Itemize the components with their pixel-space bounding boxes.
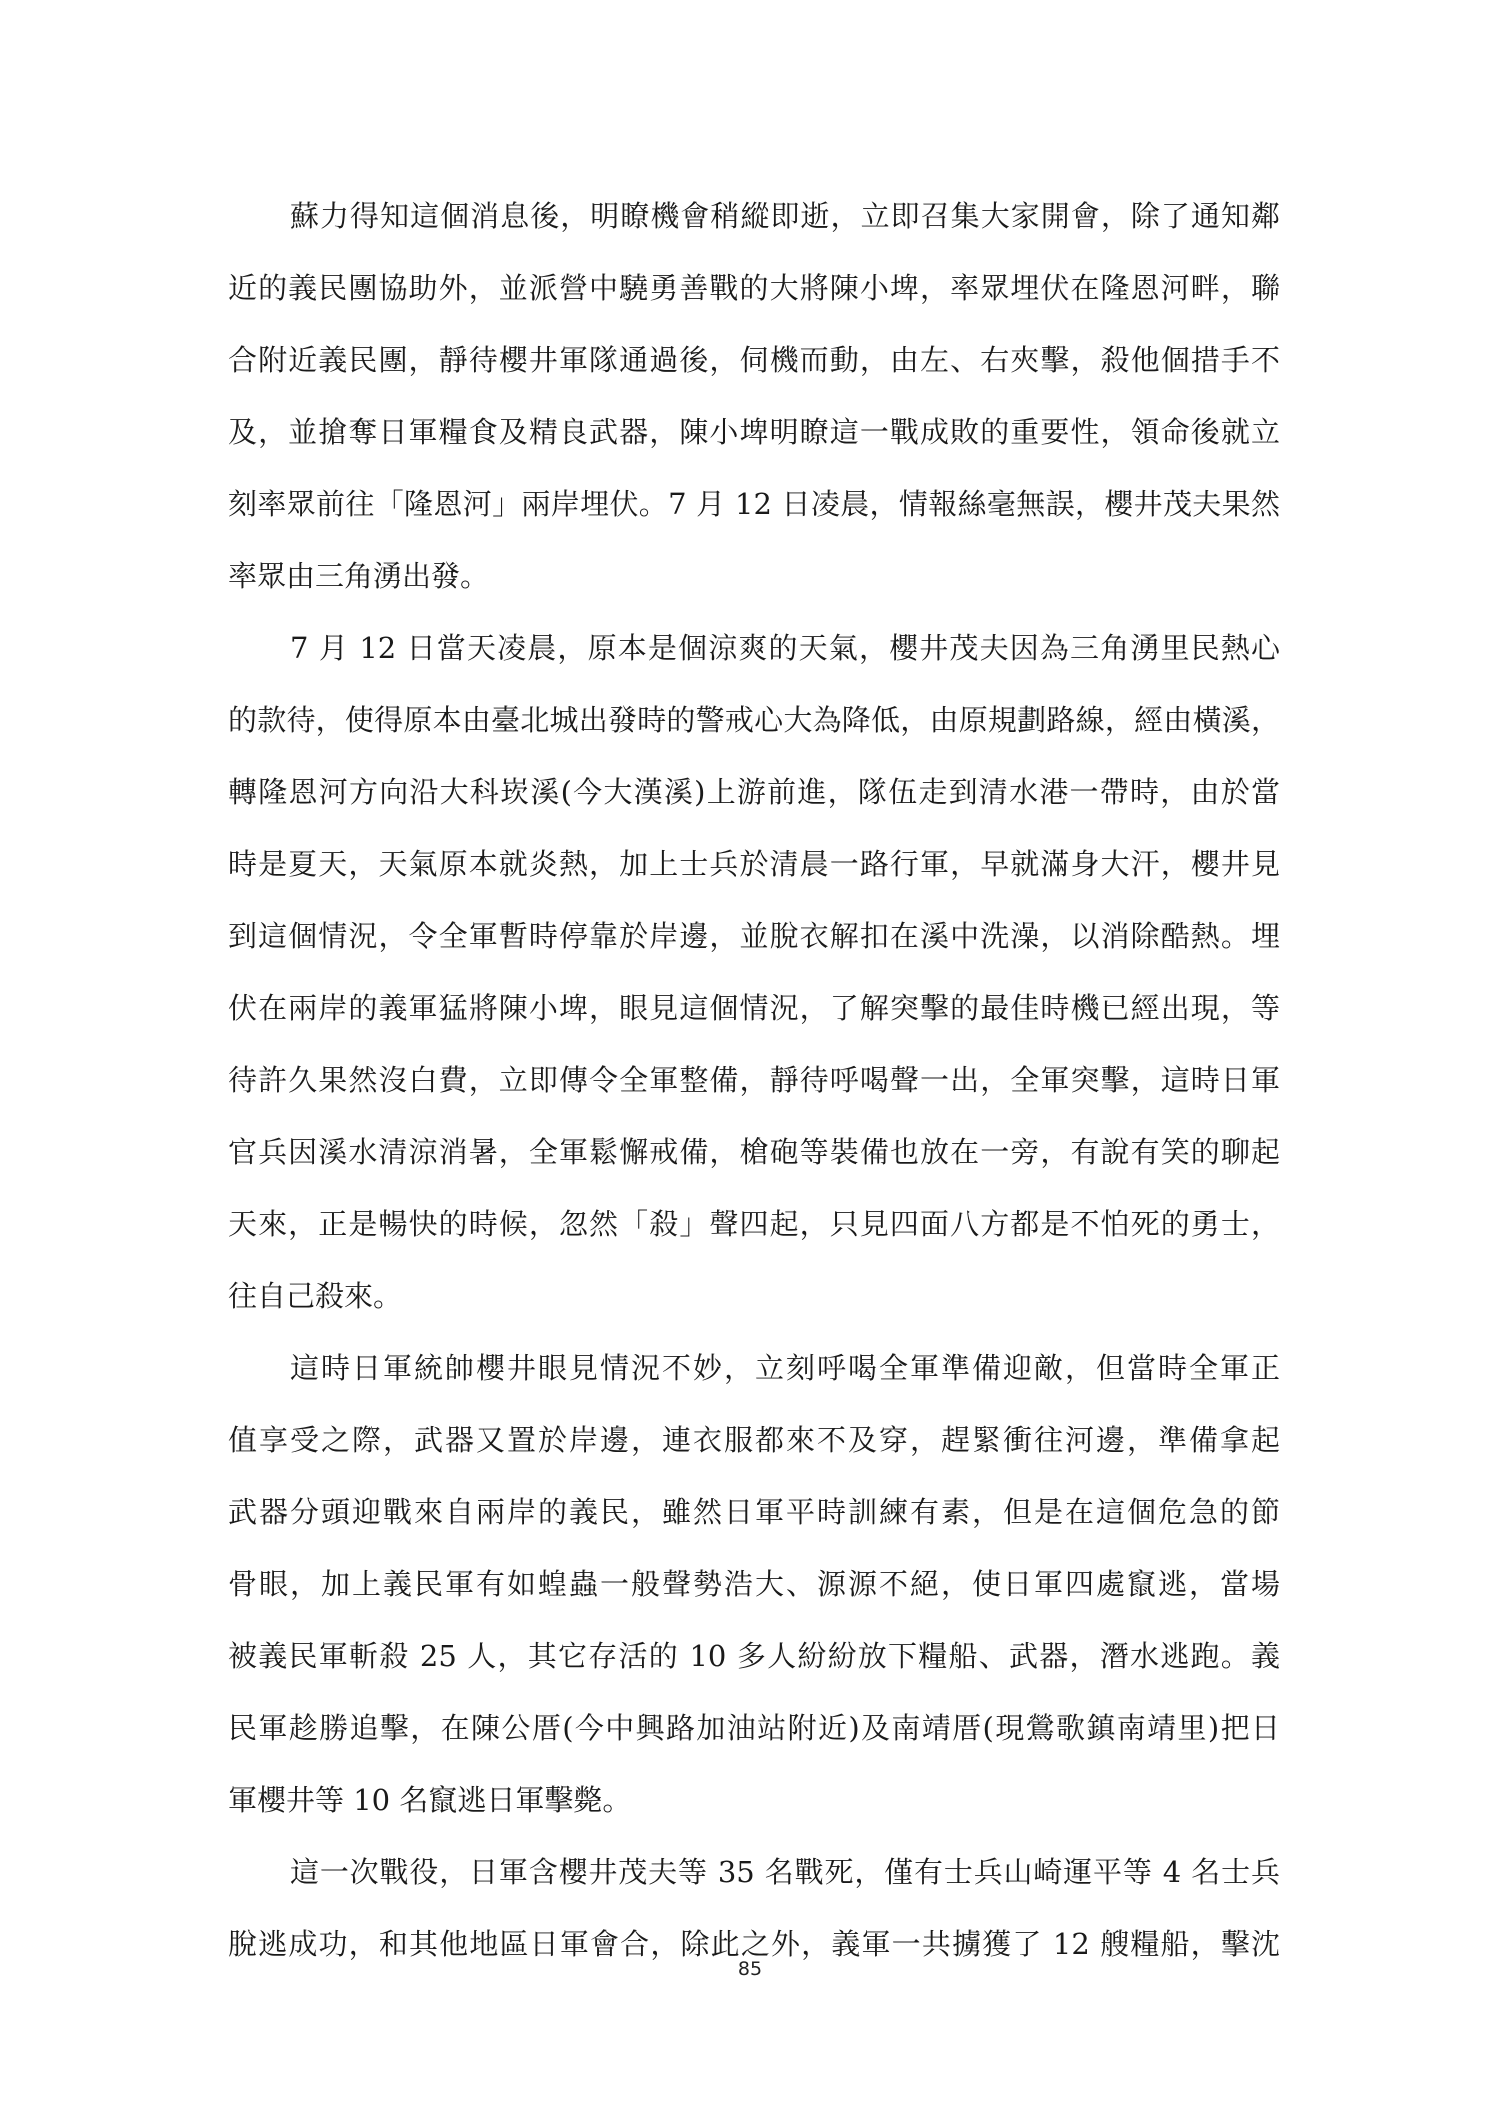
text-line: 合附近義民團，靜待櫻井軍隊通過後，伺機而動，由左、右夾擊，殺他個措手不 bbox=[228, 343, 1280, 377]
text-line: 這一次戰役，日軍含櫻井茂夫等 35 名戰死，僅有士兵山崎運平等 4 名士兵 bbox=[290, 1855, 1280, 1889]
paragraph-1 bbox=[228, 180, 1280, 612]
text-line: 脫逃成功，和其他地區日軍會合，除此之外，義軍一共擄獲了 12 艘糧船，擊沈 bbox=[228, 1927, 1280, 1961]
text-line: 民軍趁勝追擊，在陳公厝(今中興路加油站附近)及南靖厝(現鶯歌鎮南靖里)把日 bbox=[228, 1711, 1280, 1745]
text-line: 值享受之際，武器又置於岸邊，連衣服都來不及穿，趕緊衝往河邊，準備拿起 bbox=[228, 1423, 1280, 1457]
text-line: 率眾由三角湧出發。 bbox=[228, 559, 490, 593]
text-line: 蘇力得知這個消息後，明瞭機會稍縱即逝，立即召集大家開會，除了通知鄰 bbox=[290, 199, 1280, 233]
text-line: 骨眼，加上義民軍有如蝗蟲一般聲勢浩大、源源不絕，使日軍四處竄逃，當場 bbox=[228, 1567, 1280, 1601]
text-line: 轉隆恩河方向沿大科崁溪(今大漢溪)上游前進，隊伍走到清水港一帶時，由於當 bbox=[228, 775, 1280, 809]
text-line: 軍櫻井等 10 名竄逃日軍擊斃。 bbox=[228, 1783, 632, 1817]
text-line: 到這個情況，令全軍暫時停靠於岸邊，並脫衣解扣在溪中洗澡，以消除酷熱。埋 bbox=[228, 919, 1280, 953]
text-line: 刻率眾前往「隆恩河」兩岸埋伏。7 月 12 日凌晨，情報絲毫無誤，櫻井茂夫果然 bbox=[228, 487, 1280, 521]
body-text bbox=[228, 180, 1280, 1980]
paragraph-3 bbox=[228, 1332, 1280, 1836]
text-line: 天來，正是暢快的時候，忽然「殺」聲四起，只見四面八方都是不怕死的勇士， bbox=[228, 1207, 1280, 1241]
text-line: 及，並搶奪日軍糧食及精良武器，陳小埤明瞭這一戰成敗的重要性，領命後就立 bbox=[228, 415, 1280, 449]
text-line: 武器分頭迎戰來自兩岸的義民，雖然日軍平時訓練有素，但是在這個危急的節 bbox=[228, 1495, 1280, 1529]
text-line: 往自己殺來。 bbox=[228, 1279, 403, 1313]
text-line: 的款待，使得原本由臺北城出發時的警戒心大為降低，由原規劃路線，經由橫溪， bbox=[228, 703, 1280, 737]
text-line: 時是夏天，天氣原本就炎熱，加上士兵於清晨一路行軍，早就滿身大汗，櫻井見 bbox=[228, 847, 1280, 881]
text-line: 被義民軍斬殺 25 人，其它存活的 10 多人紛紛放下糧船、武器，潛水逃跑。義 bbox=[228, 1639, 1280, 1673]
text-line: 官兵因溪水清涼消暑，全軍鬆懈戒備，槍砲等裝備也放在一旁，有說有笑的聊起 bbox=[228, 1135, 1280, 1169]
text-line: 伏在兩岸的義軍猛將陳小埤，眼見這個情況，了解突擊的最佳時機已經出現，等 bbox=[228, 991, 1280, 1025]
text-line: 7 月 12 日當天凌晨，原本是個涼爽的天氣，櫻井茂夫因為三角湧里民熱心 bbox=[290, 631, 1280, 665]
text-line: 待許久果然沒白費，立即傳令全軍整備，靜待呼喝聲一出，全軍突擊，這時日軍 bbox=[228, 1063, 1280, 1097]
text-line: 這時日軍統帥櫻井眼見情況不妙，立刻呼喝全軍準備迎敵，但當時全軍正 bbox=[290, 1351, 1280, 1385]
text-line: 近的義民團協助外，並派營中驍勇善戰的大將陳小埤，率眾埋伏在隆恩河畔，聯 bbox=[228, 271, 1280, 305]
paragraph-2 bbox=[228, 612, 1280, 1332]
page-number: 85 bbox=[737, 1958, 763, 1980]
